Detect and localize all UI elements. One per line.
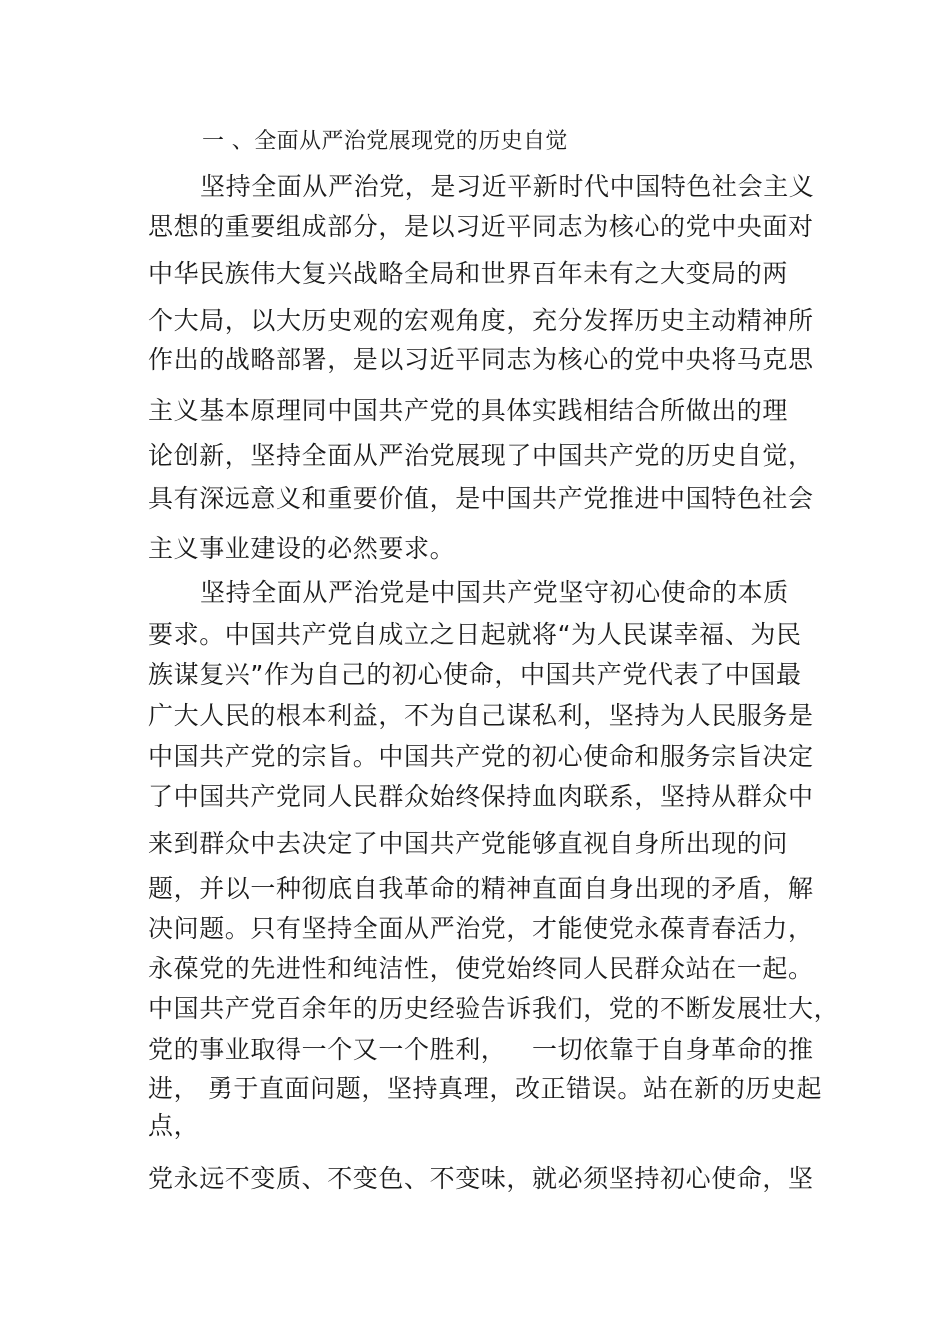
paragraph-line: 中国共产党的宗旨。中国共产党的初心使命和服务宗旨决定	[148, 742, 814, 771]
paragraph-line: 党永远不变质、不变色、不变味，就必须坚持初心使命，坚	[148, 1164, 814, 1193]
paragraph-line: 坚持全面从严治党是中国共产党坚守初心使命的本质	[200, 578, 789, 607]
paragraph-line: 坚持全面从严治党，是习近平新时代中国特色社会主义	[200, 172, 815, 201]
paragraph-line: 论创新，坚持全面从严治党展现了中国共产党的历史自觉，	[148, 441, 814, 470]
paragraph-line: 作出的战略部署，是以习近平同志为核心的党中央将马克思	[148, 345, 814, 374]
paragraph-line: 中国共产党百余年的历史经验告诉我们，党的不断发展壮大，	[148, 994, 840, 1023]
paragraph-line: 要求。中国共产党自成立之日起就将“为人民谋幸福、为民	[148, 620, 802, 649]
paragraph-line: 决问题。只有坚持全面从严治党，才能使党永葆青春活力，	[148, 914, 814, 943]
paragraph-line: 个大局，以大历史观的宏观角度，充分发挥历史主动精神所	[148, 306, 814, 335]
paragraph-line: 党的事业取得一个又一个胜利， 一切依靠于自身革命的推	[148, 1035, 814, 1064]
paragraph-line: 永葆党的先进性和纯洁性，使党始终同人民群众站在一起。	[148, 954, 814, 983]
paragraph-line: 思想的重要组成部分，是以习近平同志为核心的党中央面对	[148, 212, 814, 241]
paragraph-line: 主义基本原理同中国共产党的具体实践相结合所做出的理	[148, 396, 789, 425]
paragraph-line: 点，	[148, 1111, 200, 1140]
section-heading: 一 、全面从严治党展现党的历史自觉	[202, 129, 568, 154]
paragraph-line: 广大人民的根本利益，不为自己谋私利，坚持为人民服务是	[148, 701, 814, 730]
paragraph-line: 中华民族伟大复兴战略全局和世界百年未有之大变局的两	[148, 259, 789, 288]
paragraph-line: 题，并以一种彻底自我革命的精神直面自身出现的矛盾，解	[148, 874, 814, 903]
paragraph-line: 主义事业建设的必然要求。	[148, 534, 456, 563]
paragraph-line: 来到群众中去决定了中国共产党能够直视自身所出现的问	[148, 829, 789, 858]
paragraph-line: 具有深远意义和重要价值，是中国共产党推进中国特色社会	[148, 484, 814, 513]
paragraph-line: 进， 勇于直面问题，坚持真理，改正错误。站在新的历史起	[148, 1074, 823, 1103]
paragraph-line: 族谋复兴”作为自己的初心使命，中国共产党代表了中国最	[148, 660, 802, 689]
paragraph-line: 了中国共产党同人民群众始终保持血肉联系，坚持从群众中	[148, 782, 814, 811]
